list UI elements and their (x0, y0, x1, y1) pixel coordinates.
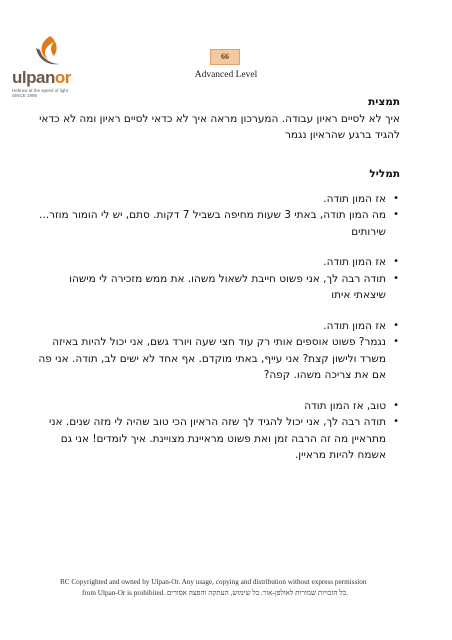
document-body (36, 94, 400, 478)
dialogue-line: • אז המון תודה. (36, 191, 386, 208)
copyright-line-1: RC Copyrighted and owned by Ulpan-Or. Any usage, copying and distribution without express permission (60, 578, 367, 586)
script-heading: תמליל (369, 168, 400, 180)
dialogue-line: • תודה רבה לך, אני יכול להגיד לך שזה הראיון הכי טוב שהיה לי מזה שנים. אני מתראיין מה זה הרבה זמן ואת פשוט מראיינת מצויינת. איך לומדים! אני גם אשמח להיות מראיין. (36, 414, 386, 464)
summary-text: איך לא לסיים ראיון עבודה. המערכון מראה איך לא כדאי לסיים ראיון ומה לא כדאי להגיד ברגע שהראיון נגמר (39, 112, 400, 141)
dialogue-group (36, 254, 400, 304)
logo-tagline: Hebrew at the speed of light SINCE 1995 (12, 88, 69, 98)
copyright-line-2: from Ulpan-Or is prohibited. כל הזכויות שמורות לאולפן-אור. כל שימוש, העתקה והפצה אסורים. (82, 589, 348, 597)
dialogue-group (36, 318, 400, 384)
dialogue-line: • נגמר? פשוט אוספים אותי רק עוד חצי שעה ויורד גשם, אני יכול להיות באיזה משרד ולישון קצת? אני עייף, באתי מוקדם. אף אחד לא ישים לב, תודה. אני פה אם את צריכה משהו. קפה? (36, 334, 386, 384)
script-section (36, 166, 400, 464)
dialogue-group (36, 398, 400, 464)
level-title: Advanced Level (194, 70, 258, 80)
dialogue-line: • טוב, אז המון תודה (36, 398, 386, 415)
dialogue-group (36, 191, 400, 241)
summary-heading: תמצית (368, 96, 400, 108)
dialogue-line: • אז המון תודה. (36, 254, 386, 271)
dialogue-line: • מה המון תודה, באתי 3 שעות מחיפה בשביל 7 דקות. סתם, יש לי הומור מוזר... שירותים (36, 207, 386, 240)
dialogue-line: • אז המון תודה. (36, 318, 386, 335)
summary-section (36, 94, 400, 166)
logo-wordmark: ulpanor (12, 68, 71, 87)
flame-logo-icon (28, 34, 68, 70)
copyright-footer (60, 577, 440, 599)
page-number-badge: 66 (210, 49, 240, 65)
dialogue-line: • תודה רבה לך, אני פשוט חייבת לשאול משהו. את ממש מזכירה לי מישהו שיצאתי איתו (36, 271, 386, 304)
